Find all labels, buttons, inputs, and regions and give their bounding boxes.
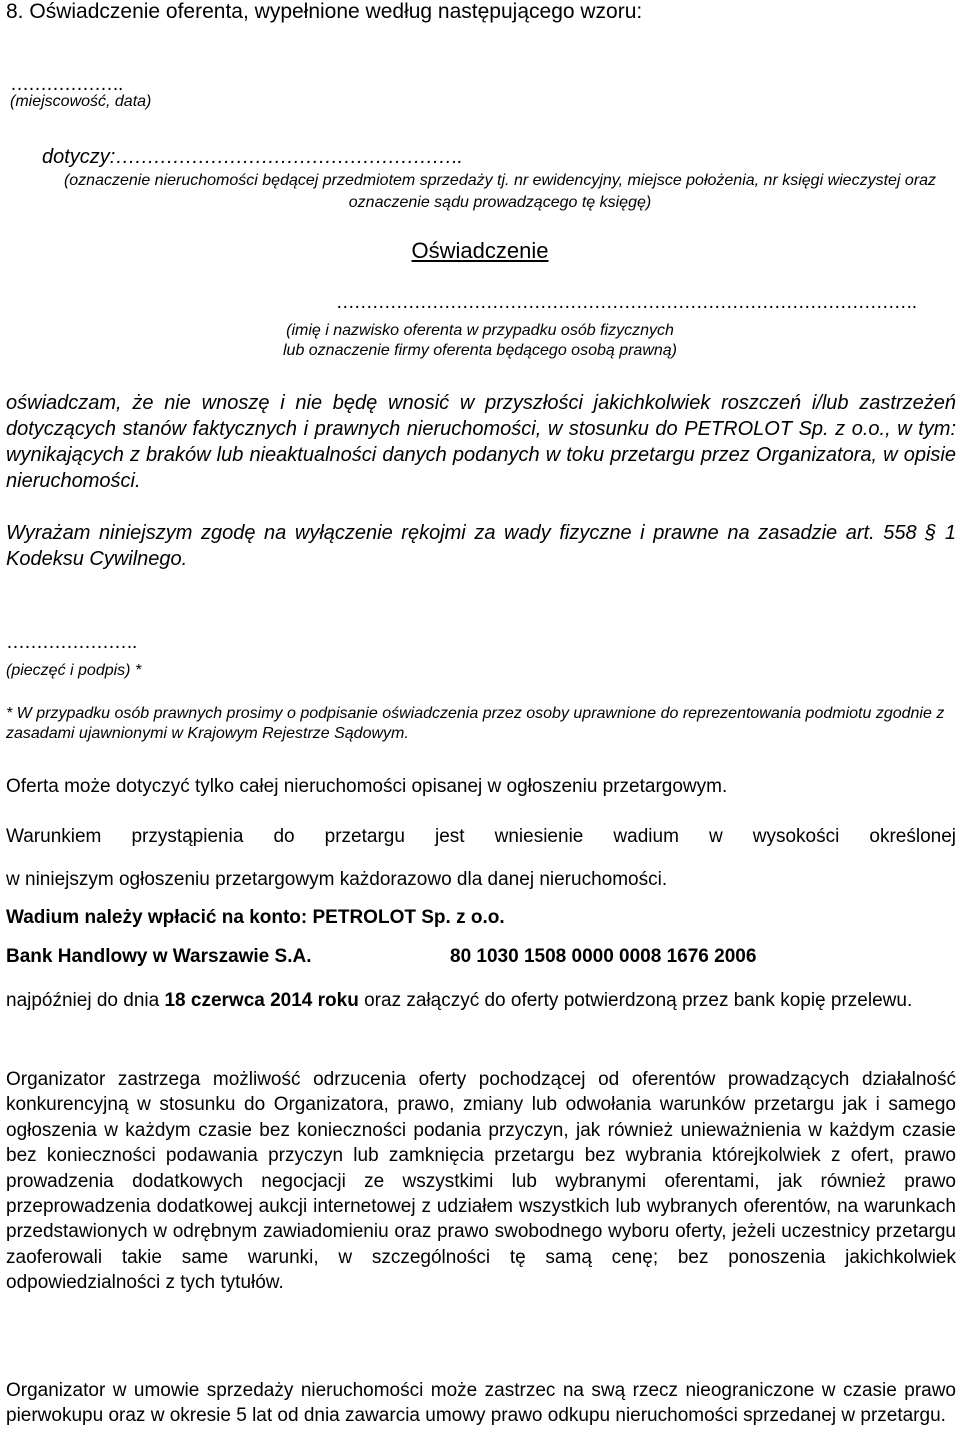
deadline-before: najpóźniej do dnia — [6, 990, 165, 1011]
deadline-date: 18 czerwca 2014 roku — [164, 990, 359, 1011]
offer-scope: Oferta może dotyczyć tylko całej nieruchomości opisanej w ogłoszeniu przetargowym. — [6, 776, 728, 797]
declaration-paragraph: oświadczam, że nie wnoszę i nie będę wnosić w przyszłości jakichkolwiek roszczeń i/lub zastrzeżeń dotyczących stanów faktycznych i prawnych nieruchomości, w stosunku do PETROLOT Sp. z o.o., w tym: wynikających z braków lub nieaktualności danych podanych w toku przetargu przez Organizatora, w opisie nieruchomości. — [6, 392, 956, 492]
place-date-dots: ………………. — [10, 74, 123, 95]
property-note: (oznaczenie nieruchomości będącej przedmiotem sprzedaży tj. nr ewidencyjny, miejsce położenia, nr księgi wieczystej oraz oznaczenie sądu prowadzącego tę księgę) — [63, 172, 937, 211]
condition-line1: Warunkiem przystąpienia do przetargu jest wniesienie wadium w wysokości określonej — [6, 826, 956, 847]
bidder-dots: ……………………………………………………………………………………. — [335, 292, 916, 313]
concerning-line — [42, 146, 462, 169]
signature-dots: …………………. — [6, 632, 137, 653]
footnote: * W przypadku osób prawnych prosimy o podpisanie oświadczenia przez osoby uprawnione do reprezentowania podmiotu zgodnie z zasadami ujawnionymi w Krajowym Rejestrze Sądowym. — [6, 705, 945, 742]
bidder-note-line2: lub oznaczenie firmy oferenta będącego osobą prawną) — [282, 342, 678, 359]
bank-name: Bank Handlowy w Warszawie S.A. — [6, 946, 312, 967]
deadline-after: oraz załączyć do oferty potwierdzoną przez bank kopię przelewu. — [358, 990, 913, 1011]
deadline-paragraph — [6, 988, 956, 1013]
preemption-paragraph: Organizator w umowie sprzedaży nieruchomości może zastrzec na swą rzecz nieograniczone w czasie prawo pierwokupu oraz w okresie 5 lat od dnia zawarcia umowy prawo odkupu nieruchomości sprzedanej w przetargu. — [6, 1380, 956, 1427]
bidder-note-line1: (imię i nazwisko oferenta w przypadku osób fizycznych — [286, 322, 674, 339]
organizer-reserve-paragraph: Organizator zastrzega możliwość odrzucenia oferty pochodzącej od oferentów prowadzących działalność konkurencyjną w stosunku do Organizatora, prawo, zmiany lub odwołania warunków przetargu jak i samego ogłoszenia w każdym czasie bez konieczności podania przyczyn, jak również unieważnienia w każdym czasie bez konieczności podawania przyczyn lub zamknięcia przetargu bez wybrania którejkolwiek z ofert, prawo prowadzenia dodatkowych negocjacji ze wszystkimi lub wybranymi oferentami, jak również prawo przeprowadzenia dodatkowej aukcji internetowej z udziałem wszystkich lub wybranych oferentów, na warunkach przedstawionych w odrębnym zawiadomieniu oraz prawo swobodnego wyboru oferty, jeżeli uczestnicy przetargu zaoferowali takie same warunki, w szczególności tę samą cenę; bez ponoszenia jakichkolwiek odpowiedzialności z tych tytułów. — [6, 1069, 956, 1294]
section-heading — [6, 0, 642, 24]
place-date-label: (miejscowość, data) — [10, 93, 152, 110]
statement-title: Oświadczenie — [411, 238, 549, 263]
section-title: Oświadczenie oferenta, wypełnione według następującego wzoru: — [29, 0, 643, 23]
deposit-line: Wadium należy wpłacić na konto: PETROLOT Sp. z o.o. — [6, 907, 505, 928]
section-number: 8. — [6, 0, 24, 23]
consent-paragraph: Wyrażam niniejszym zgodę na wyłączenie rękojmi za wady fizyczne i prawne na zasadzie art. 558 § 1 Kodeksu Cywilnego. — [6, 522, 956, 570]
signature-label: (pieczęć i podpis) * — [6, 662, 142, 679]
bank-account-number: 80 1030 1508 0000 0008 1676 2006 — [450, 946, 757, 967]
condition-line2: w niniejszym ogłoszeniu przetargowym każdorazowo dla danej nieruchomości. — [6, 869, 668, 890]
bidder-note — [200, 321, 760, 361]
concerning-dots: ………………………………………………. — [115, 146, 462, 168]
concerning-prefix: dotyczy: — [42, 146, 116, 168]
